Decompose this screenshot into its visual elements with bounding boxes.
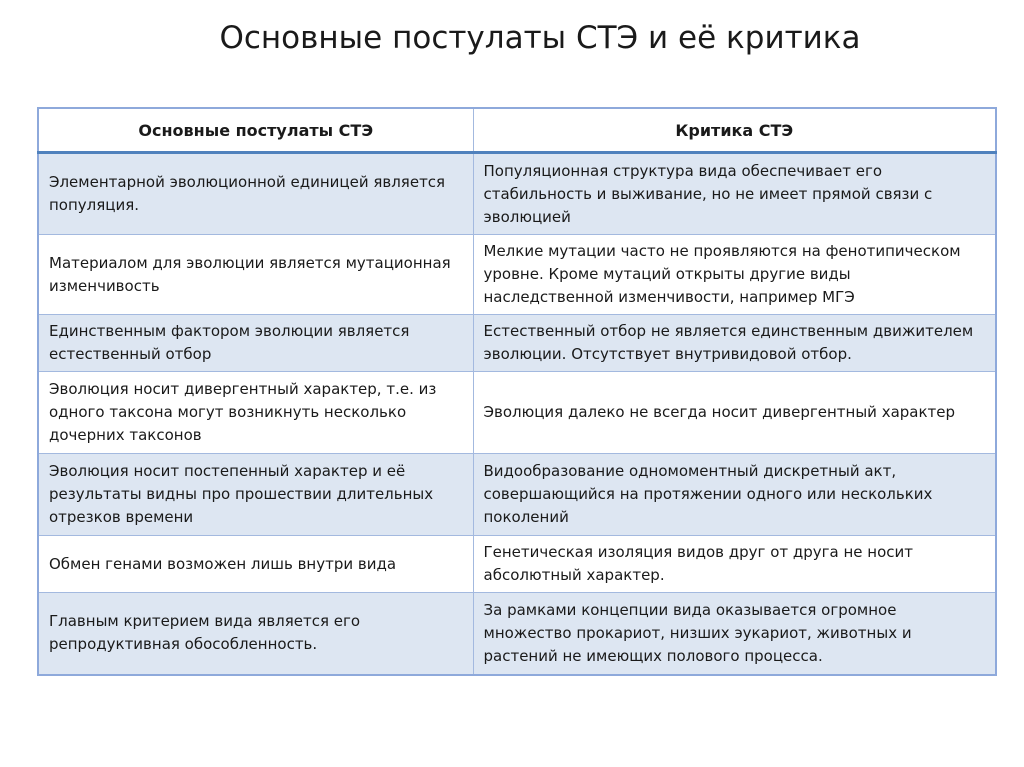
header-critique: Критика СТЭ bbox=[473, 108, 996, 153]
table-row bbox=[38, 315, 996, 372]
postulate-cell: Материалом для эволюции является мутационная изменчивость bbox=[38, 235, 473, 315]
table-row bbox=[38, 235, 996, 315]
header-postulates: Основные постулаты СТЭ bbox=[38, 108, 473, 153]
critique-cell: Генетическая изоляция видов друг от друга не носит абсолютный характер. bbox=[473, 536, 996, 593]
critique-cell: Видообразование одномоментный дискретный акт, совершающийся на протяжении одного или нескольких поколений bbox=[473, 454, 996, 536]
critique-cell: Эволюция далеко не всегда носит дивергентный характер bbox=[473, 372, 996, 454]
table-row bbox=[38, 454, 996, 536]
postulate-cell: Обмен генами возможен лишь внутри вида bbox=[38, 536, 473, 593]
table-header-row bbox=[38, 108, 996, 153]
postulate-cell: Единственным фактором эволюции является естественный отбор bbox=[38, 315, 473, 372]
postulate-cell: Главным критерием вида является его репродуктивная обособленность. bbox=[38, 593, 473, 675]
critique-cell: Популяционная структура вида обеспечивает его стабильность и выживание, но не имеет прямой связи с эволюцией bbox=[473, 153, 996, 235]
critique-cell: За рамками концепции вида оказывается огромное множество прокариот, низших эукариот, животных и растений не имеющих полового процесса. bbox=[473, 593, 996, 675]
table-row bbox=[38, 536, 996, 593]
critique-cell: Естественный отбор не является единственным движителем эволюции. Отсутствует внутривидовой отбор. bbox=[473, 315, 996, 372]
postulate-cell: Эволюция носит дивергентный характер, т.е. из одного таксона могут возникнуть несколько дочерних таксонов bbox=[38, 372, 473, 454]
table-row bbox=[38, 153, 996, 235]
critique-cell: Мелкие мутации часто не проявляются на фенотипическом уровне. Кроме мутаций открыты другие виды наследственной изменчивости, например МГЭ bbox=[473, 235, 996, 315]
postulates-critique-table bbox=[37, 107, 997, 676]
table-row bbox=[38, 593, 996, 675]
slide-title: Основные постулаты СТЭ и её критика bbox=[219, 20, 861, 56]
table-row bbox=[38, 372, 996, 454]
postulate-cell: Элементарной эволюционной единицей является популяция. bbox=[38, 153, 473, 235]
postulate-cell: Эволюция носит постепенный характер и её результаты видны про прошествии длительных отрезков времени bbox=[38, 454, 473, 536]
